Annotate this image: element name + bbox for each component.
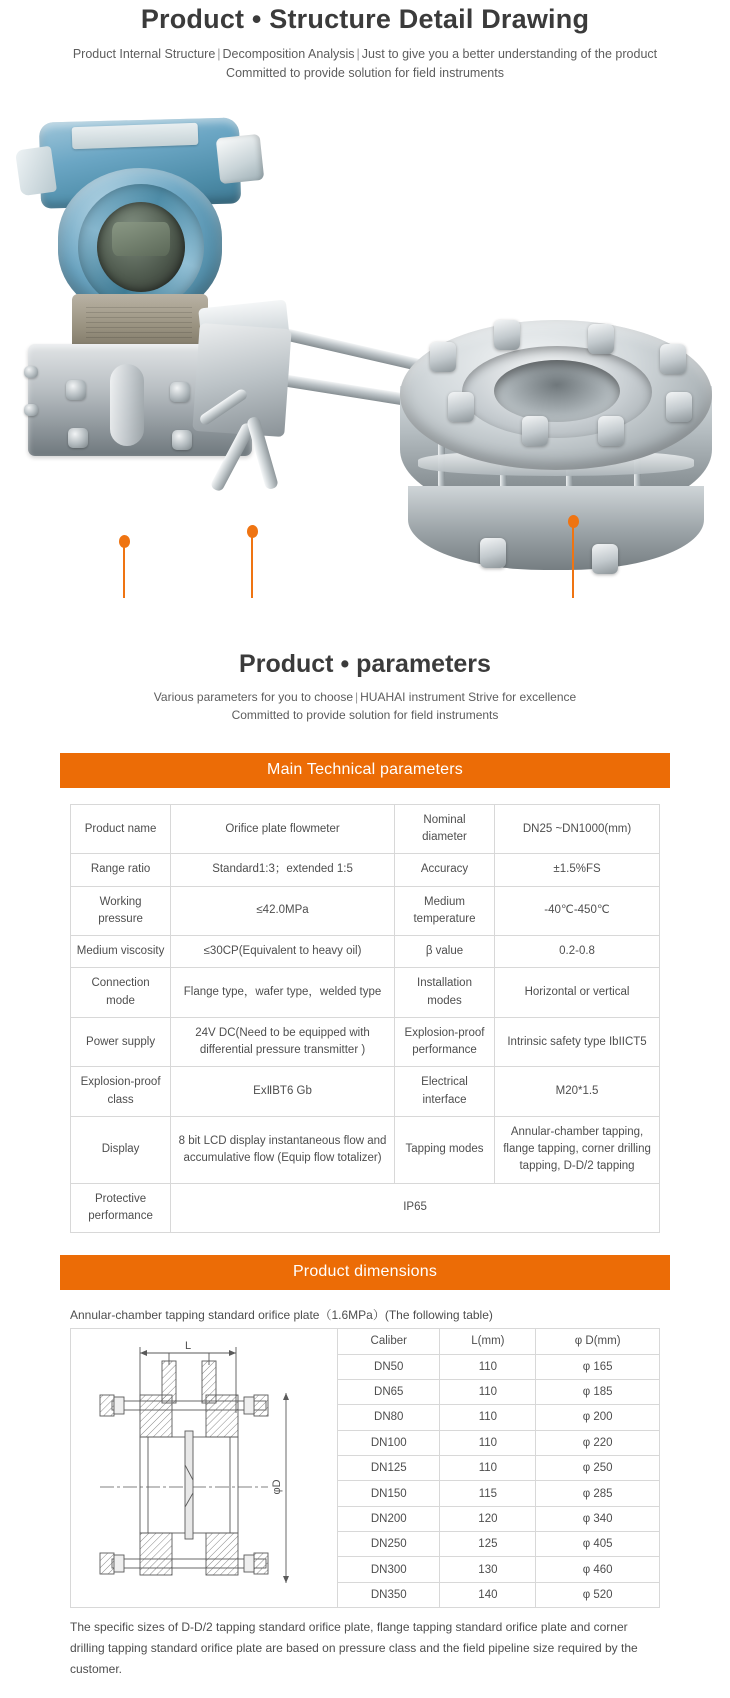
manifold-vent-screw-2 [24,404,38,416]
flange-bolt-3 [430,342,456,372]
manifold-bolt-3 [68,428,88,448]
flange-bolt-8 [666,392,692,422]
dimensions-grid [70,1328,660,1608]
cell-diameter: φ 185 [536,1379,659,1404]
lcd-display [112,222,170,256]
spec-value: 24V DC(Need to be equipped with differential pressure transmitter ) [171,1017,395,1067]
cell-caliber: DN50 [338,1354,440,1379]
table-row [338,1481,659,1506]
table-row [338,1405,659,1430]
drawing-dimension-l: L [184,1340,192,1353]
cell-diameter: φ 405 [536,1532,659,1557]
flange-bolt-9 [480,538,506,568]
cell-length: 110 [440,1430,536,1455]
table-row [71,804,660,854]
cell-caliber: DN300 [338,1557,440,1582]
orifice-plate-technical-drawing [78,1335,330,1601]
spec-value: ≤30CP(Equivalent to heavy oil) [171,936,395,968]
flange-bolt-1 [494,320,520,350]
cell-caliber: DN150 [338,1481,440,1506]
spec-value-2: M20*1.5 [495,1067,660,1117]
spec-label-2: Accuracy [394,854,494,886]
table-row [338,1532,659,1557]
hero-subtitle-line-2: Committed to provide solution for field instruments [226,66,504,81]
spec-value: 8 bit LCD display instantaneous flow and accumulative flow (Equip flow totalizer) [171,1116,395,1183]
spec-value: Orifice plate flowmeter [171,804,395,854]
cell-diameter: φ 250 [536,1455,659,1480]
spec-value-2: Horizontal or vertical [495,968,660,1018]
table-row [71,1067,660,1117]
orifice-bore [494,360,620,422]
table-row [338,1354,659,1379]
spec-label-2: β value [394,936,494,968]
spec-value-protective: IP65 [171,1183,660,1233]
transmitter-label-band [72,294,208,350]
cell-length: 110 [440,1405,536,1430]
table-row [71,886,660,936]
spec-label: Explosion-proof class [71,1067,171,1117]
hero-subtitle-part-1: Product Internal Structure [72,47,216,61]
flange-bolt-4 [660,344,686,374]
column-header-caliber: Caliber [338,1329,440,1354]
parameters-subtitle-line-2: Committed to provide solution for field instruments [231,708,499,723]
spec-label: Product name [71,804,171,854]
dimensions-footnote: The specific sizes of D-D/2 tapping standard orifice plate, flange tapping standard orifice plate and corner drilling tapping standard orifice plate are based on pressure class and the field pipeline size required by the customer. [70,1620,638,1677]
column-header-length: L(mm) [440,1329,536,1354]
callout-pressure-transmitter [118,535,130,598]
manifold-vent-screw-1 [24,366,38,378]
spec-value-2: 0.2-0.8 [495,936,660,968]
table-row [338,1582,659,1607]
spec-label-2: Electrical interface [394,1067,494,1117]
cell-caliber: DN80 [338,1405,440,1430]
spec-label: Range ratio [71,854,171,886]
table-row [71,968,660,1018]
table-row [71,1116,660,1183]
cell-length: 130 [440,1557,536,1582]
table-row [71,1017,660,1067]
table-row [338,1506,659,1531]
spec-value-2: -40℃-450℃ [495,886,660,936]
cell-caliber: DN250 [338,1532,440,1557]
spec-label: Working pressure [71,886,171,936]
manifold-bolt-1 [66,380,86,400]
spec-value-2: DN25 ~DN1000(mm) [495,804,660,854]
spec-label-protective: Protective performance [71,1183,171,1233]
cell-caliber: DN125 [338,1455,440,1480]
column-header-diameter: φ D(mm) [536,1329,659,1354]
callout-three-valves-manifold [246,525,258,598]
manifold-center-plug [110,364,144,446]
flange-bolt-2 [588,324,614,354]
spec-label-2: Tapping modes [394,1116,494,1183]
cell-length: 120 [440,1506,536,1531]
cell-diameter: φ 220 [536,1430,659,1455]
dimensions-caption: Annular-chamber tapping standard orifice plate（1.6MPa）(The following table) [70,1308,493,1323]
spec-label-2: Explosion-proof performance [394,1017,494,1067]
orifice-flange-lower [408,486,704,570]
table-row [338,1455,659,1480]
hero-section [0,0,730,84]
drawing-dimension-d: φD [271,1479,283,1495]
hero-subtitle-part-2: Decomposition Analysis [222,47,355,61]
cell-diameter: φ 460 [536,1557,659,1582]
flange-bolt-10 [592,544,618,574]
subtitle-separator-3: | [355,689,359,704]
cell-caliber: DN100 [338,1430,440,1455]
spec-label-2: Installation modes [394,968,494,1018]
product-photo [0,98,730,598]
cell-caliber: DN65 [338,1379,440,1404]
spec-value: Standard1:3；extended 1:5 [171,854,395,886]
spec-value: ≤42.0MPa [171,886,395,936]
callout-stem [572,521,574,598]
callout-throttling-device [567,515,579,598]
spec-value-2: ±1.5%FS [495,854,660,886]
product-photo-stage [0,98,730,598]
callout-stem [123,541,125,598]
spec-label: Display [71,1116,171,1183]
spec-label: Power supply [71,1017,171,1067]
cell-length: 110 [440,1455,536,1480]
spec-label-2: Medium temperature [394,886,494,936]
cable-gland [216,134,265,184]
table-row [338,1430,659,1455]
page-title: Product • Structure Detail Drawing [140,4,590,34]
subtitle-separator-2: | [356,47,360,61]
transmitter-nameplate [72,123,199,149]
cell-diameter: φ 165 [536,1354,659,1379]
flange-bolt-7 [598,416,624,446]
spec-label-2: Nominal diameter [394,804,494,854]
flange-bolt-5 [448,392,474,422]
parameters-subtitle-part-1: Various parameters for you to choose [153,689,353,704]
dimensions-section [70,1306,660,1608]
table-row [71,854,660,886]
parameters-section-header [0,650,730,725]
banner-main-technical-parameters: Main Technical parameters [60,753,670,788]
manifold-bolt-4 [172,430,192,450]
callout-stem [251,531,253,598]
cell-length: 115 [440,1481,536,1506]
subtitle-separator-1: | [217,47,221,61]
spec-table-wrapper [70,804,660,1233]
spec-value-2: Intrinsic safety type IbIICT5 [495,1017,660,1067]
parameters-subtitle-line-1 [0,688,730,707]
cell-caliber: DN350 [338,1582,440,1607]
hero-subtitle-line-1 [0,45,730,64]
parameters-subtitle-part-2: HUAHAI instrument Strive for excellence [360,689,577,704]
spec-value: Flange type，wafer type，welded type [171,968,395,1018]
cell-length: 125 [440,1532,536,1557]
cell-caliber: DN200 [338,1506,440,1531]
main-technical-parameters-table [70,804,660,1233]
orifice-plate-drawing-cell [71,1329,338,1607]
spec-label: Medium viscosity [71,936,171,968]
cell-length: 140 [440,1582,536,1607]
spec-value-2: Annular-chamber tapping, flange tapping, corner drilling tapping, D-D/2 tapping [495,1116,660,1183]
table-row [71,1183,660,1233]
cell-diameter: φ 200 [536,1405,659,1430]
table-row [338,1557,659,1582]
table-row [338,1379,659,1404]
table-header-row [338,1329,659,1354]
cell-length: 110 [440,1379,536,1404]
cell-diameter: φ 520 [536,1582,659,1607]
cell-diameter: φ 285 [536,1481,659,1506]
flange-bolt-6 [522,416,548,446]
spec-label: Connection mode [71,968,171,1018]
dimensions-table [338,1329,659,1607]
cell-length: 110 [440,1354,536,1379]
banner-product-dimensions: Product dimensions [60,1255,670,1290]
hero-subtitle-part-3: Just to give you a better understanding of the product [361,47,658,61]
manifold-bolt-2 [170,382,190,402]
transmitter-end-cap [15,145,57,196]
parameters-title: Product • parameters [239,649,491,678]
table-row [71,936,660,968]
cell-diameter: φ 340 [536,1506,659,1531]
spec-value: ExⅡBT6 Gb [171,1067,395,1117]
